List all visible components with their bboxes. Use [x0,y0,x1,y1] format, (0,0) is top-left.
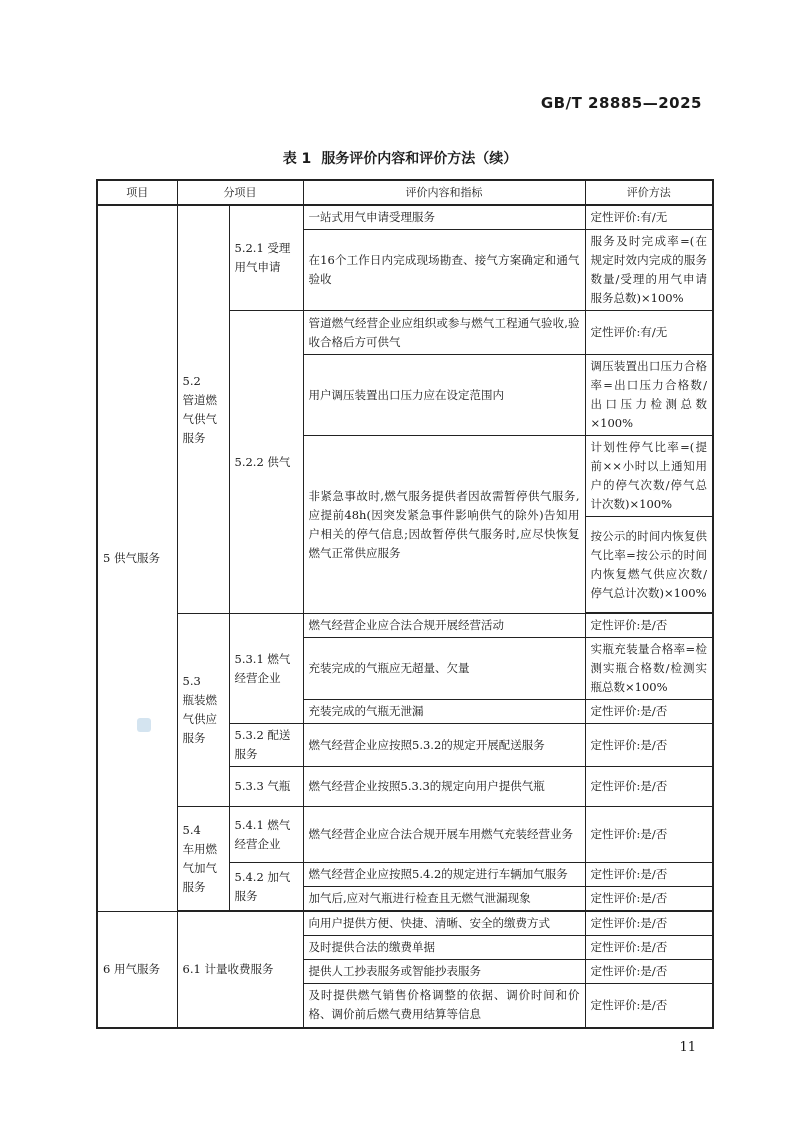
content-cell: 非紧急事故时,燃气服务提供者因故需暂停供气服务,应提前48h(因突发紧急事件影响供气的除外)告知用户相关的停气信息;因故暂停供气服务时,应尽快恢复燃气正常供应服务 [303,436,585,614]
table-title: 服务评价内容和评价方法（续） [321,151,518,167]
content-cell: 燃气经营企业按照5.3.3的规定向用户提供气瓶 [303,767,585,807]
content-cell: 用户调压装置出口压力应在设定范围内 [303,355,585,436]
evaluation-table [96,179,714,1029]
method-cell: 定性评价:是/否 [585,700,713,724]
table-row [97,205,713,230]
subsubitem-cell-5-2-2: 5.2.2 供气 [229,311,303,614]
method-cell: 实瓶充装量合格率=检测实瓶合格数/检测实瓶总数×100% [585,638,713,700]
content-cell: 及时提供燃气销售价格调整的依据、调价时间和价格、调价前后燃气费用结算等信息 [303,984,585,1028]
col-header-subitem: 分项目 [177,180,303,205]
method-cell: 按公示的时间内恢复供气比率=按公示的时间内恢复燃气供应次数/停气总计次数)×100% [585,517,713,613]
subsubitem-cell-5-4-1: 5.4.1 燃气经营企业 [229,807,303,863]
method-cell: 定性评价:是/否 [585,767,713,807]
content-cell: 一站式用气申请受理服务 [303,205,585,230]
subitem-cell-5-4: 5.4 车用燃气加气服务 [177,807,229,911]
subitem-cell-5-3: 5.3 瓶装燃气供应服务 [177,614,229,807]
content-cell: 燃气经营企业应按照5.3.2的规定开展配送服务 [303,724,585,767]
content-cell: 在16个工作日内完成现场勘查、接气方案确定和通气验收 [303,230,585,311]
method-cell: 调压装置出口压力合格率=出口压力合格数/出口压力检测总数×100% [585,355,713,436]
table-row [97,807,713,863]
method-cell: 服务及时完成率=(在规定时效内完成的服务数量/受理的用气申请服务总数)×100% [585,230,713,311]
item-cell-6: 6 用气服务 [97,912,177,1028]
method-cell: 计划性停气比率=(提前××小时以上通知用户的停气次数/停气总计次数)×100% [585,436,713,517]
content-cell: 提供人工抄表服务或智能抄表服务 [303,960,585,984]
page-number: 11 [679,1040,696,1055]
content-cell: 加气后,应对气瓶进行检查且无燃气泄漏现象 [303,887,585,911]
content-cell: 燃气经营企业应合法合规开展经营活动 [303,614,585,638]
subitem-cell-5-2: 5.2 管道燃气供气服务 [177,205,229,614]
standard-number: GB/T 28885—2025 [540,94,702,112]
table-number: 表 1 [282,151,312,167]
table-row [97,912,713,936]
subsubitem-cell-5-4-2: 5.4.2 加气服务 [229,863,303,911]
subsubitem-cell-5-3-3: 5.3.3 气瓶 [229,767,303,807]
method-cell: 定性评价:是/否 [585,614,713,638]
content-cell: 充装完成的气瓶应无超量、欠量 [303,638,585,700]
content-cell: 向用户提供方便、快捷、清晰、安全的缴费方式 [303,912,585,936]
content-cell: 燃气经营企业应按照5.4.2的规定进行车辆加气服务 [303,863,585,887]
method-cell: 定性评价:有/无 [585,311,713,355]
method-cell: 定性评价:是/否 [585,887,713,911]
content-cell: 及时提供合法的缴费单据 [303,936,585,960]
table-caption [0,148,800,168]
col-header-method: 评价方法 [585,180,713,205]
col-header-content: 评价内容和指标 [303,180,585,205]
subsubitem-cell-5-3-2: 5.3.2 配送服务 [229,724,303,767]
col-header-item: 项目 [97,180,177,205]
content-cell: 管道燃气经营企业应组织或参与燃气工程通气验收,验收合格后方可供气 [303,311,585,355]
method-cell: 定性评价:有/无 [585,205,713,230]
method-cell: 定性评价:是/否 [585,807,713,863]
item-cell-5: 5 供气服务 [97,205,177,912]
subsubitem-cell-5-3-1: 5.3.1 燃气经营企业 [229,614,303,724]
method-cell: 定性评价:是/否 [585,724,713,767]
method-cell: 定性评价:是/否 [585,960,713,984]
watermark-logo-icon [137,718,151,732]
method-cell: 定性评价:是/否 [585,936,713,960]
method-cell: 定性评价:是/否 [585,863,713,887]
table-header-row [97,180,713,205]
table-row [97,614,713,638]
method-cell: 定性评价:是/否 [585,912,713,936]
content-cell: 燃气经营企业应合法合规开展车用燃气充装经营业务 [303,807,585,863]
subitem-cell-6-1: 6.1 计量收费服务 [177,912,303,1028]
subsubitem-cell-5-2-1: 5.2.1 受理用气申请 [229,205,303,311]
method-cell: 定性评价:是/否 [585,984,713,1028]
content-cell: 充装完成的气瓶无泄漏 [303,700,585,724]
